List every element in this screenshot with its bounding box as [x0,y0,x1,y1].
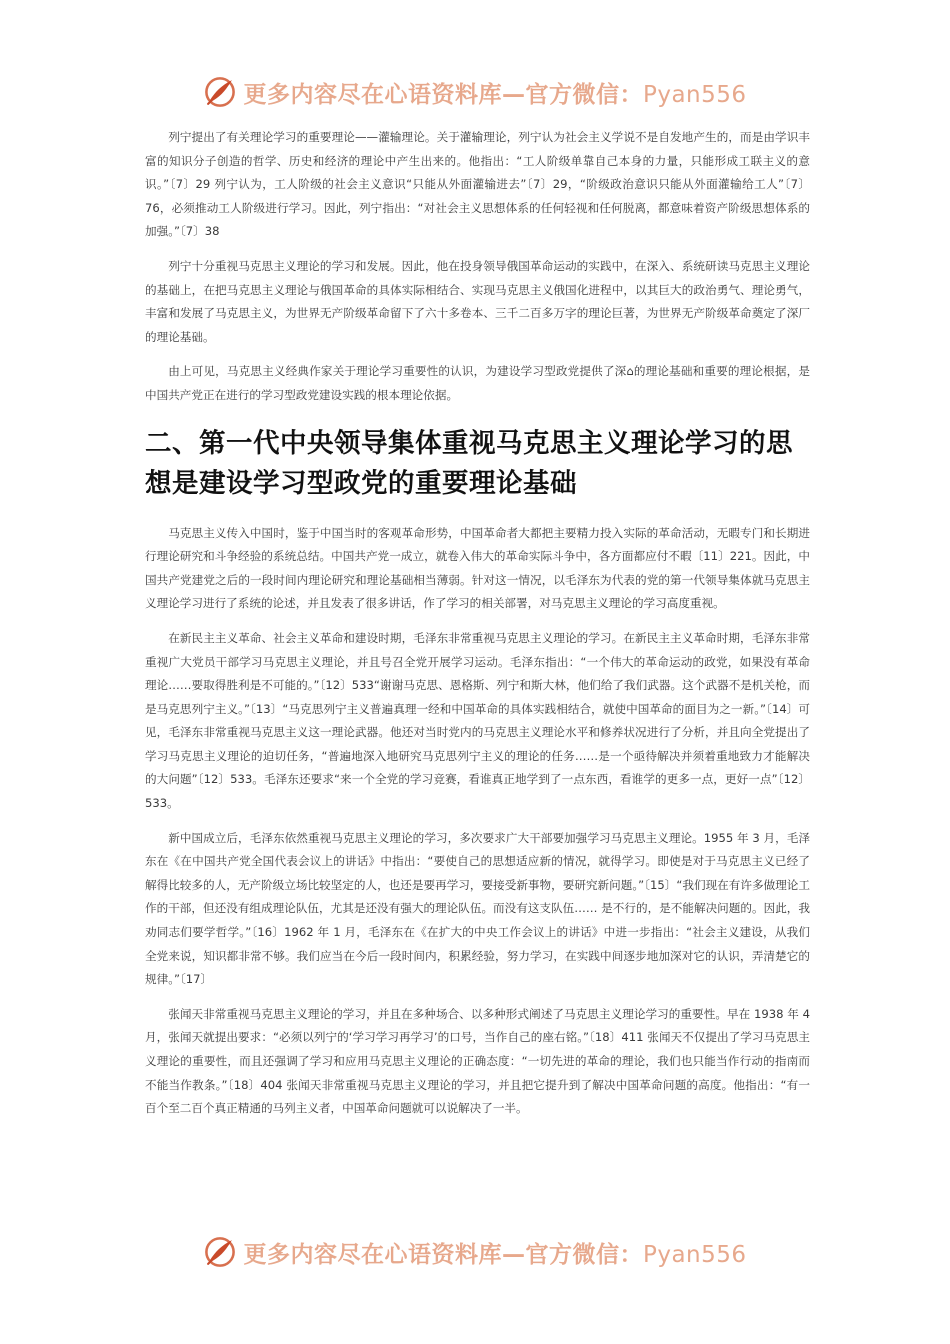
paragraph: 在新民主主义革命、社会主义革命和建设时期，毛泽东非常重视马克思主义理论的学习。在新民主主义革命时期，毛泽东非常重视广大党员干部学习马克思主义理论，并且号召全党开展学习运动。毛泽东指出：“一个伟大的革命运动的政党，如果没有革命理论……要取得胜利是不可能的。”〔12〕533“谢谢马克思、恩格斯、列宁和斯大林，他们给了我们武器。这个武器不是机关枪，而是马克思列宁主义。”〔13〕“马克思列宁主义普遍真理一经和中国革命的具体实践相结合，就使中国革命的面目为之一新。”〔14〕可见，毛泽东非常重视马克思主义这一理论武器。他还对当时党内的马克思主义理论水平和修养状况进行了分析，并且向全党提出了学习马克思主义理论的迫切任务，“普遍地深入地研究马克思列宁主义的理论的任务……是一个亟待解决并须着重地致力才能解决的大问题”〔12〕533。毛泽东还要求“来一个全党的学习竞赛，看谁真正地学到了一点东西，看谁学的更多一点，更好一点”〔12〕533。 [145,630,810,811]
watermark-text: 更多内容尽在心语资料库—官方微信：Pyan556 [243,1241,747,1268]
watermark-text: 更多内容尽在心语资料库—官方微信：Pyan556 [243,81,747,108]
quill-logo-icon [203,75,237,109]
paragraph: 马克思主义传入中国时，鉴于中国当时的客观革命形势，中国革命者大都把主要精力投入实际的革命活动，无暇专门和长期进行理论研究和斗争经验的系统总结。中国共产党一成立，就卷入伟大的革命实际斗争中，各方面都应付不暇〔11〕221。因此，中国共产党建党之后的一段时间内理论研究和理论基础相当薄弱。针对这一情况，以毛泽东为代表的党的第一代领导集体就马克思主义理论学习进行了系统的论述，并且发表了很多讲话，作了学习的相关部署，对马克思主义理论的学习高度重视。 [145,525,810,611]
paragraph: 由上可见，马克思主义经典作家关于理论学习重要性的认识，为建设学习型政党提供了深⌂的理论基础和重要的理论根据，是中国共产党正在进行的学习型政党建设实践的根本理论依据。 [145,364,810,402]
paragraph: 张闻天非常重视马克思主义理论的学习，并且在多种场合、以多种形式阐述了马克思主义理论学习的重要性。早在 1938 年 4 月，张闻天就提出要求：“必须以列宁的‘学习学习再学习’的口号，当作自己的座右铭。”〔18〕411 张闻天不仅提出了学习马克思主义理论的重要性，而且还强调了学习和应用马克思主义理论的正确态度：“一切先进的革命的理论，我们也只能当作行动的指南而不能当作教条。”〔18〕404 张闻天非常重视马克思主义理论的学习，并且把它提升到了解决中国革命问题的高度。他指出：“有一百个至二百个真正精通的马列主义者，中国革命问题就可以说解决了一半。 [145,1006,810,1116]
section-heading: 二、第一代中央领导集体重视马克思主义理论学习的思想是建设学习型政党的重要理论基础 [145,427,793,499]
watermark-top [0,72,950,112]
document-body [145,126,810,1132]
quill-logo-icon [203,1235,237,1269]
watermark-bottom [0,1232,950,1272]
paragraph: 列宁提出了有关理论学习的重要理论——灌输理论。关于灌输理论，列宁认为社会主义学说不是自发地产生的，而是由学识丰富的知识分子创造的哲学、历史和经济的理论中产生出来的。他指出：“工人阶级单靠自己本身的力量，只能形成工联主义的意识。”〔7〕29 列宁认为，工人阶级的社会主义意识“只能从外面灌输进去”〔7〕29，“阶级政治意识只能从外面灌输给工人”〔7〕76，必须推动工人阶级进行学习。因此，列宁指出：“对社会主义思想体系的任何轻视和任何脱离，都意味着资产阶级思想体系的加强。”〔7〕38 [145,130,810,239]
paragraph: 列宁十分重视马克思主义理论的学习和发展。因此，他在投身领导俄国革命运动的实践中，在深入、系统研读马克思主义理论的基础上，在把马克思主义理论与俄国革命的具体实际相结合、实现马克思主义俄国化进程中，以其巨大的政治勇气、理论勇气，丰富和发展了马克思主义，为世界无产阶级革命留下了六十多卷本、三千二百多万字的理论巨著，为世界无产阶级革命奠定了深厂的理论基础。 [145,258,810,344]
paragraph: 新中国成立后，毛泽东依然重视马克思主义理论的学习，多次要求广大干部要加强学习马克思主义理论。1955 年 3 月，毛泽东在《在中国共产党全国代表会议上的讲话》中指出：“要使自己的思想适应新的情况，就得学习。即使是对于马克思主义已经了解得比较多的人，无产阶级立场比较坚定的人，也还是要再学习，要接受新事物，要研究新问题。”〔15〕“我们现在有许多做理论工作的干部，但还没有组成理论队伍，尤其是还没有强大的理论队伍。而没有这支队伍…… 是不行的，是不能解决问题的。因此，我劝同志们要学哲学。”〔16〕1962 年 1 月，毛泽东在《在扩大的中央工作会议上的讲话》中进一步指出：“社会主义建设，从我们全党来说，知识都非常不够。我们应当在今后一段时间内，积累经验，努力学习，在实践中间逐步地加深对它的认识，弄清楚它的规律。”〔17〕 [145,830,810,987]
